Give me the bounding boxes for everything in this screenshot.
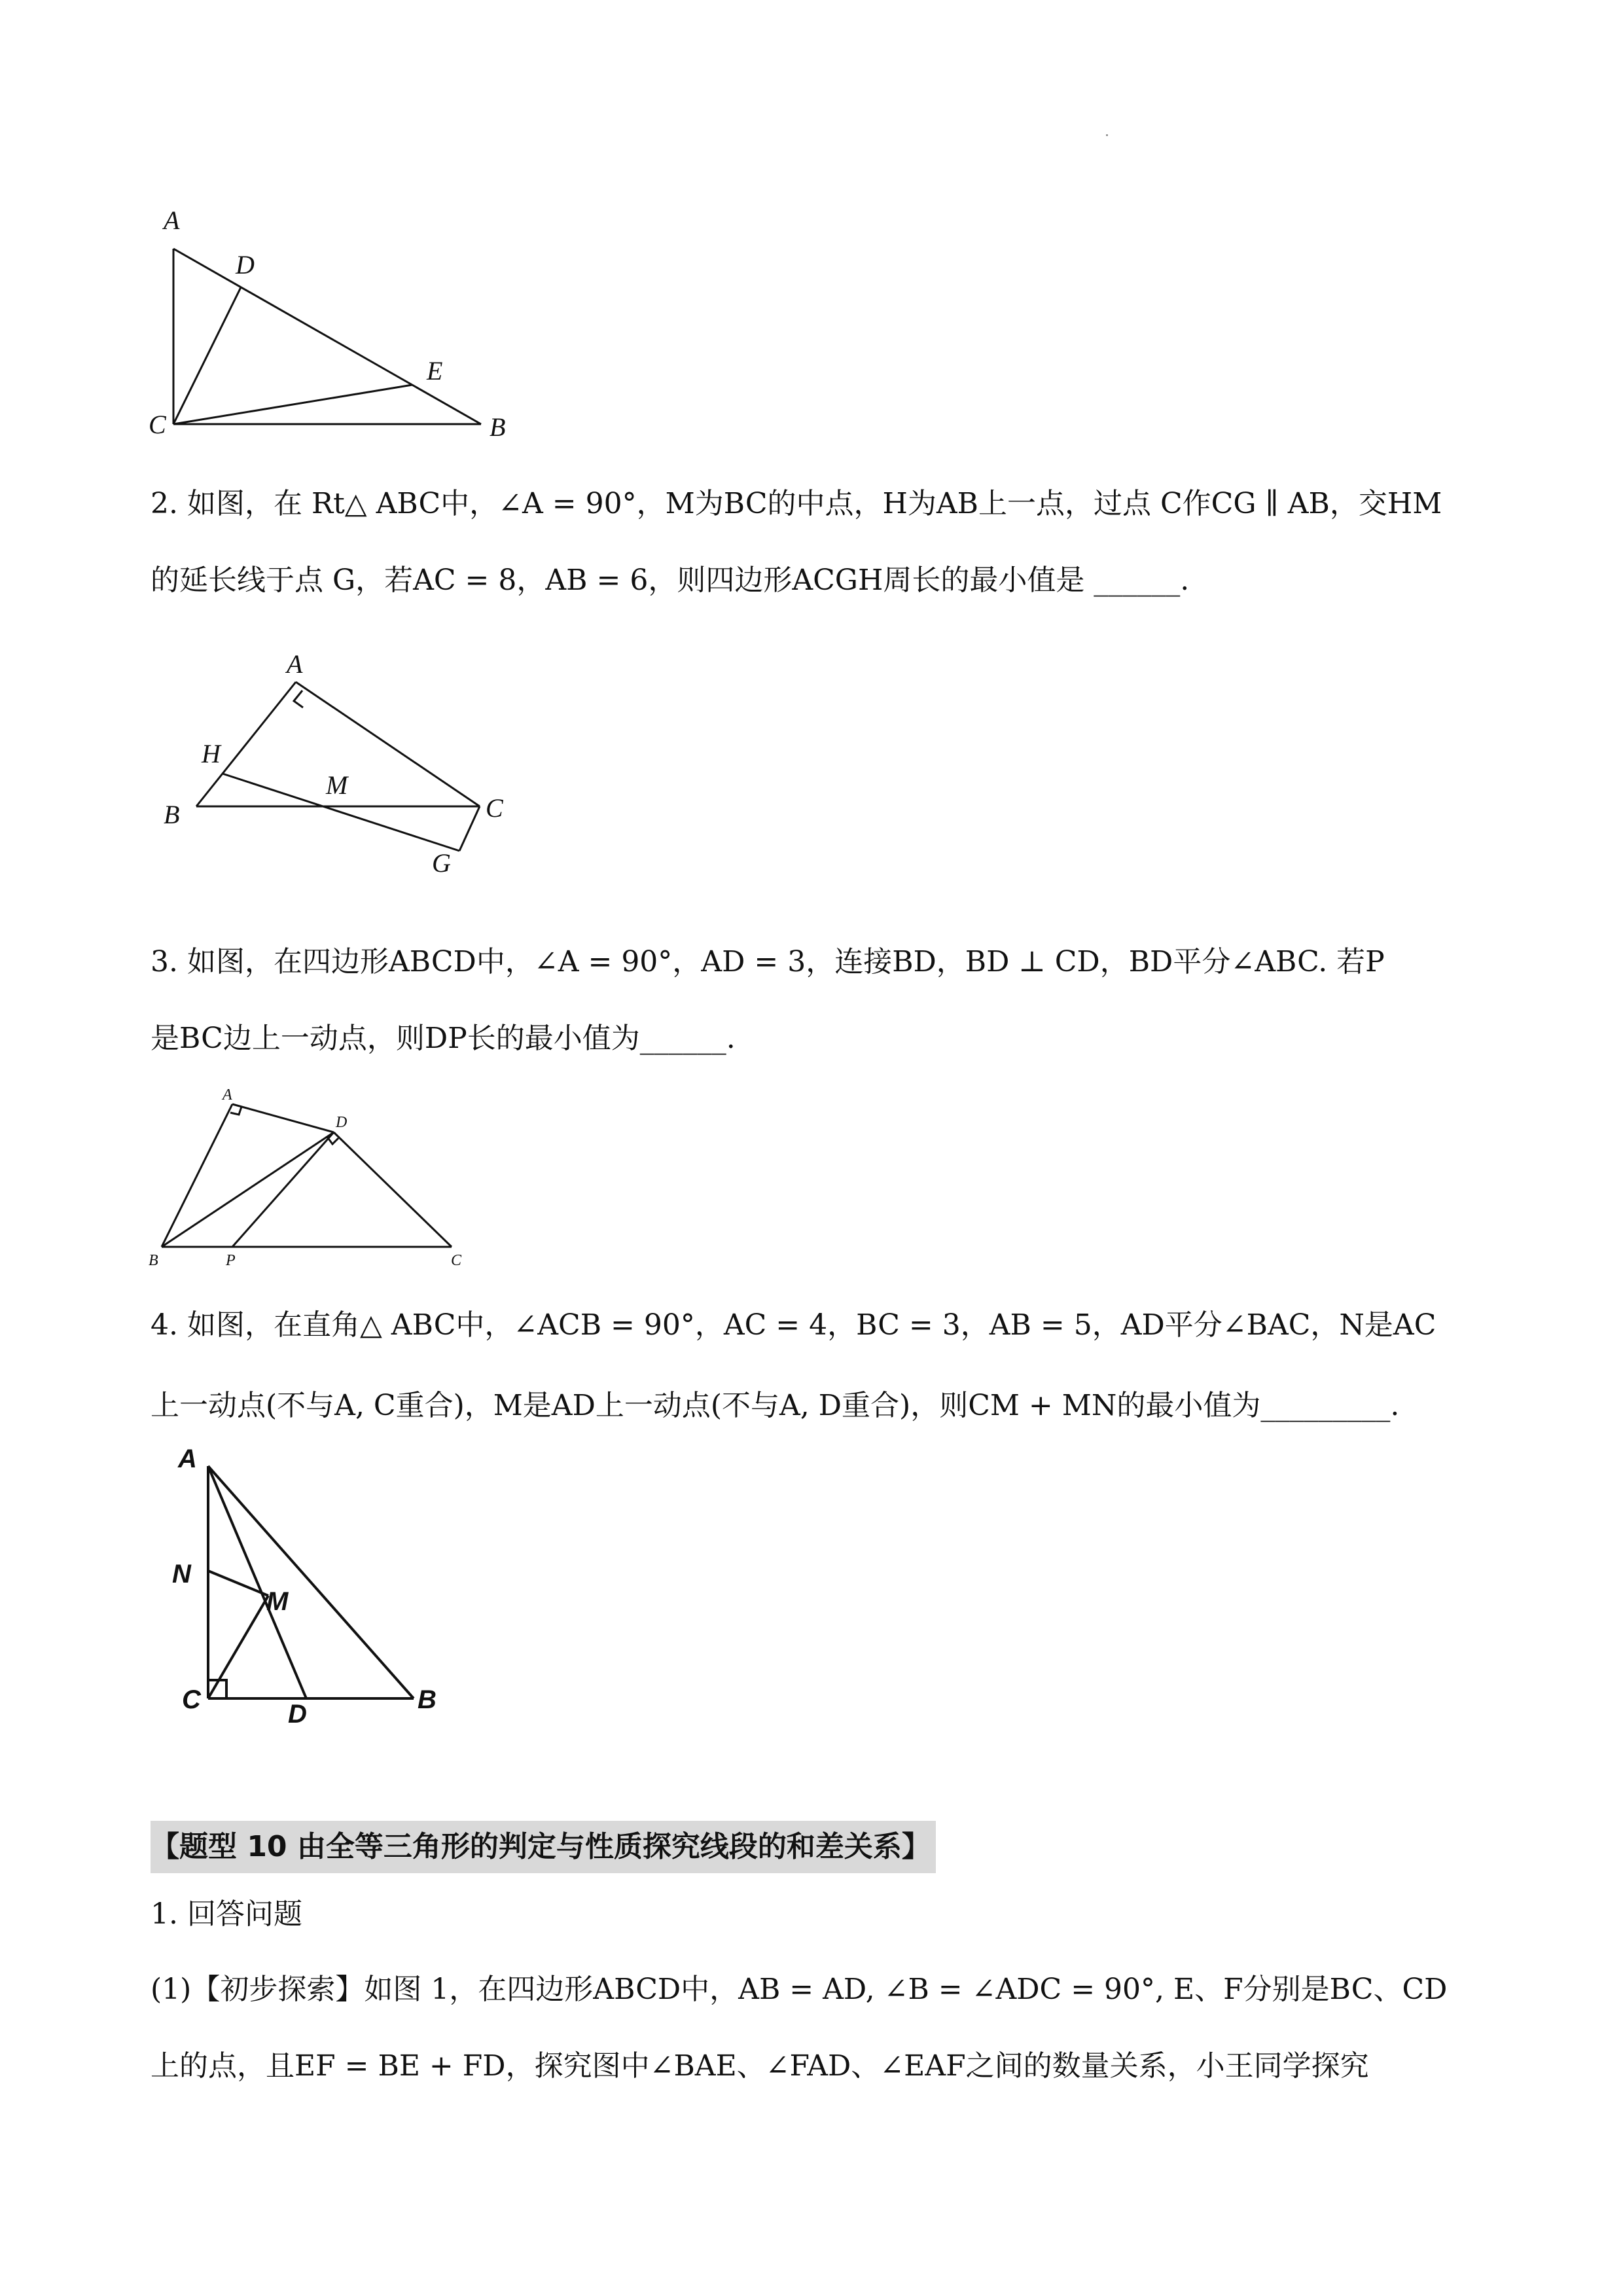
segment-cg	[459, 806, 480, 851]
segment-ce	[173, 385, 412, 424]
label-b: B	[164, 800, 180, 829]
label-a: A	[223, 1086, 232, 1103]
segment-dc	[334, 1132, 452, 1247]
segment-cd	[173, 287, 241, 424]
right-angle-mark-d	[327, 1137, 338, 1144]
right-angle-mark	[294, 691, 303, 708]
label-h: H	[202, 739, 221, 768]
figure-4-right-triangle	[151, 1433, 491, 1734]
segment-nm	[208, 1571, 268, 1596]
label-d: D	[288, 1700, 307, 1729]
question-1-title: 1. 回答问题	[151, 1897, 302, 1931]
label-c: C	[451, 1252, 462, 1269]
figure-3-quadrilateral	[141, 1073, 481, 1276]
question-1-line-1: (1)【初步探索】如图 1，在四边形ABCD中，AB = AD, ∠B = ∠ADC = 90°, E、F分别是BC、CD	[151, 1973, 1448, 2006]
segment-ad	[208, 1466, 306, 1698]
problem-4-line-1: 4. 如图，在直角△ ABC中，∠ACB = 90°，AC = 4，BC = 3，AB = 5，AD平分∠BAC，N是AC	[151, 1308, 1436, 1342]
section-heading: 【题型 10 由全等三角形的判定与性质探究线段的和差关系】	[151, 1821, 936, 1873]
segment-ac	[296, 682, 480, 806]
figure-2-triangle	[151, 628, 543, 884]
label-b: B	[490, 412, 506, 442]
question-1-line-2: 上的点，且EF = BE + FD，探究图中∠BAE、∠FAD、∠EAF之间的数量关系，小王同学探究	[151, 2049, 1369, 2083]
label-a: A	[178, 1444, 197, 1473]
figure-1-triangle	[141, 203, 533, 452]
label-g: G	[432, 848, 451, 878]
label-e: E	[427, 356, 443, 386]
problem-2-line-2: 的延长线于点 G，若AC = 8，AB = 6，则四边形ACGH周长的最小值是 ______.	[151, 564, 1190, 597]
scan-speck	[1106, 134, 1108, 136]
label-n: N	[172, 1560, 191, 1588]
label-c: C	[149, 410, 166, 439]
label-m: M	[326, 770, 348, 800]
segment-cm	[208, 1596, 268, 1698]
label-b: B	[418, 1685, 437, 1714]
label-d: D	[336, 1114, 348, 1131]
segment-ab	[162, 1104, 232, 1247]
label-d: D	[236, 250, 255, 279]
label-m: M	[266, 1587, 289, 1616]
label-p: P	[226, 1252, 236, 1269]
problem-2-line-1: 2. 如图，在 Rt△ ABC中，∠A = 90°，M为BC的中点，H为AB上一点，过点 C作CG ∥ AB，交HM	[151, 487, 1442, 520]
label-a: A	[164, 206, 180, 235]
problem-4-line-2: 上一动点(不与A, C重合)，M是AD上一动点(不与A, D重合)，则CM + MN的最小值为_________.	[151, 1389, 1400, 1422]
label-b: B	[149, 1252, 158, 1269]
problem-3-line-1: 3. 如图，在四边形ABCD中，∠A = 90°，AD = 3，连接BD，BD ⊥ CD，BD平分∠ABC. 若P	[151, 945, 1385, 978]
problem-3-line-2: 是BC边上一动点，则DP长的最小值为______.	[151, 1022, 736, 1055]
label-c: C	[182, 1685, 201, 1714]
segment-ad	[232, 1104, 334, 1132]
right-angle-mark-a	[230, 1107, 241, 1115]
label-c: C	[486, 793, 503, 823]
segment-ab	[173, 249, 481, 424]
label-a: A	[287, 649, 303, 679]
